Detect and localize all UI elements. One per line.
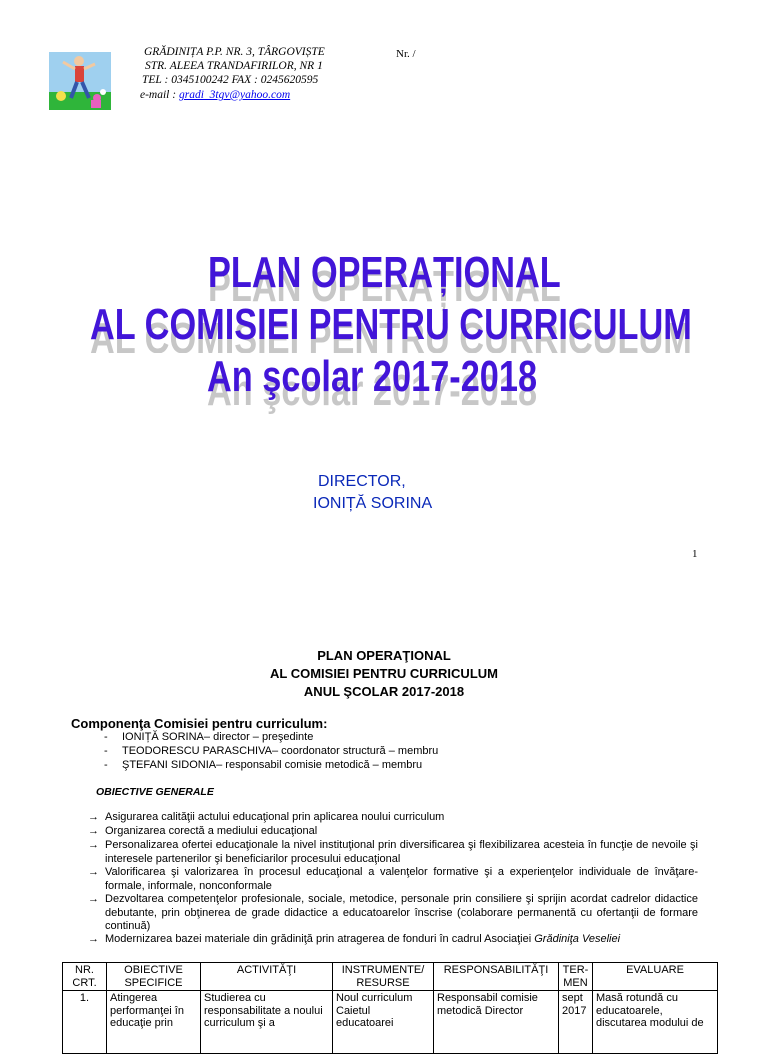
title-line-1: PLAN OPERAȚIONAL [208, 248, 561, 297]
plan-table [62, 962, 718, 1054]
col-header: ACTIVITĂŢI [201, 963, 333, 991]
table-cell: Masă rotundă cu educatoarele, discutarea modului de [593, 991, 718, 1054]
table-cell: Atingerea performanţei în educaţie prin [107, 991, 201, 1054]
member-item: - IONIȚĂ SORINA– director – preşedinte [104, 731, 314, 743]
plan-title-3: ANUL ŞCOLAR 2017-2018 [303, 684, 465, 699]
objectives-heading: OBIECTIVE GENERALE [96, 786, 214, 798]
objective-item: → Personalizarea ofertei educaţionale la nivel instituţional prin diversificarea şi flexibilizarea acesteia în funcţie de nevoile şi interesele partenerilor şi beneficiarilor procesului educaţional [88, 839, 698, 865]
right-arrow-icon: → [88, 825, 99, 837]
school-email [140, 89, 290, 102]
col-header: TER-MEN [559, 963, 593, 991]
director-label: DIRECTOR, [318, 473, 406, 490]
col-header: EVALUARE [593, 963, 718, 991]
school-address: STR. ALEEA TRANDAFIRILOR, NR 1 [145, 60, 323, 72]
member-item: - ŞTEFANI SIDONIA– responsabil comisie metodică – membru [104, 759, 423, 771]
registration-number: Nr. / [396, 48, 416, 60]
objective-item: → Organizarea corectă a mediului educaţional [88, 825, 318, 837]
right-arrow-icon: → [88, 866, 99, 878]
table-cell: Responsabil comisie metodică Director [434, 991, 559, 1054]
plan-title-1: PLAN OPERAŢIONAL [317, 648, 451, 663]
right-arrow-icon: → [88, 811, 99, 823]
col-header: INSTRUMENTE/ RESURSE [333, 963, 434, 991]
objective-item: → Dezvoltarea competenţelor profesionale, sociale, metodice, personale prin consiliere şi sprijin acordat cadrelor didactice debutante, prin obţinerea de grade didactice a educatoarelor înscrise (colaborare permanentă cu ofertanţii de formare continuă) [88, 893, 698, 932]
email-link[interactable]: gradi_3tgv@yahoo.com [178, 89, 291, 101]
school-phone: TEL : 0345100242 FAX : 0245620595 [142, 74, 319, 86]
composition-heading: Componenţa Comisiei pentru curriculum: [71, 716, 328, 731]
table-header-row [63, 963, 718, 991]
table-cell: Studierea cu responsabilitate a noului curriculum şi a [201, 991, 333, 1054]
col-header: NR. CRT. [63, 963, 107, 991]
right-arrow-icon: → [88, 893, 99, 905]
table-row [63, 991, 718, 1054]
table-cell: 1. [63, 991, 107, 1054]
col-header: RESPONSABILITĂŢI [434, 963, 559, 991]
table-cell: sept 2017 [559, 991, 593, 1054]
table-cell: Noul curriculum Caietul educatoarei [333, 991, 434, 1054]
right-arrow-icon: → [88, 933, 99, 945]
plan-title-2: AL COMISIEI PENTRU CURRICULUM [270, 666, 498, 681]
school-name: GRĂDINIȚA P.P. NR. 3, TÂRGOVIȘTE [144, 46, 325, 58]
director-name: IONIȚĂ SORINA [313, 495, 433, 512]
email-label: e-mail : [140, 89, 177, 101]
right-arrow-icon: → [88, 839, 99, 851]
page-number: 1 [692, 548, 698, 560]
member-item: - TEODORESCU PARASCHIVA– coordonator structură – membru [104, 745, 439, 757]
title-line-3: An şcolar 2017-2018 [207, 352, 538, 401]
objective-item: → Asigurarea calităţii actului educaţional prin aplicarea noului curriculum [88, 811, 445, 823]
kindergarten-logo [49, 52, 111, 110]
objective-item: → Modernizarea bazei materiale din grădiniţă prin atragerea de fonduri în cadrul Asociaţiei Grădiniţa Veseliei [88, 933, 621, 945]
objective-item: → Valorificarea şi valorizarea în procesul educaţional a valenţelor formative şi a experienţelor individuale de învăţare- formale, informale, nonconformale [88, 866, 698, 892]
col-header: OBIECTIVE SPECIFICE [107, 963, 201, 991]
title-line-2: AL COMISIEI PENTRU CURRICULUM [90, 300, 692, 349]
